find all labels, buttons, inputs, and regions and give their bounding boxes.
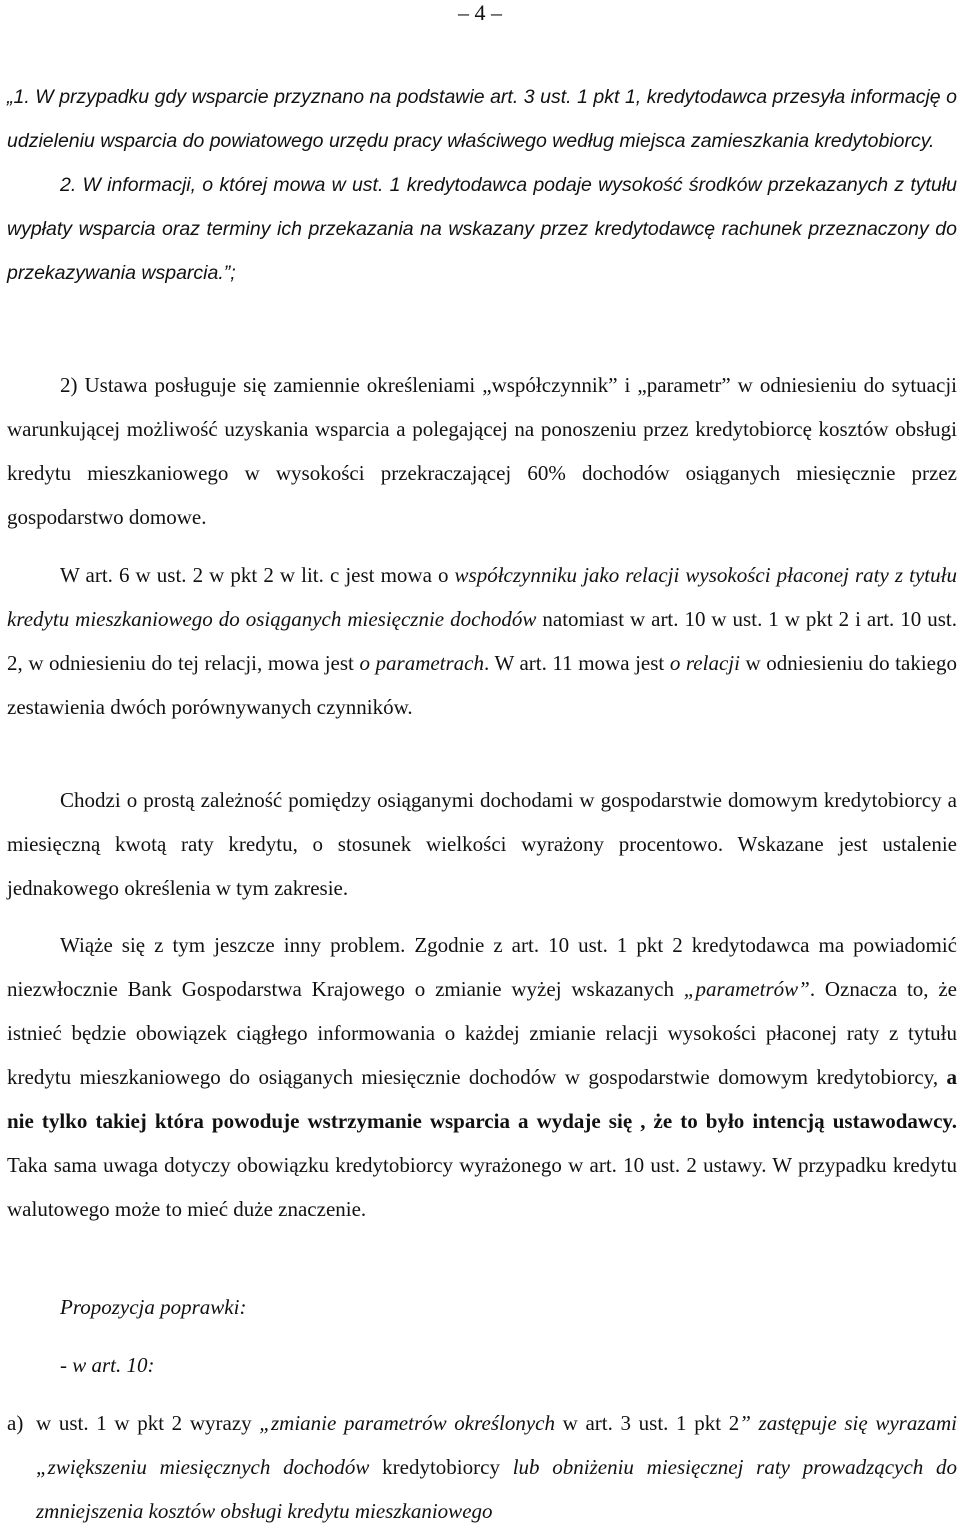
proposal-section — [7, 1285, 957, 1533]
page-number: – 4 – — [458, 0, 502, 25]
commentary-section — [7, 363, 957, 729]
text-span: w ust. 1 w pkt 2 wyrazy — [36, 1411, 260, 1435]
item-marker: a) — [7, 1411, 24, 1435]
quote-paragraph-2: 2. W informacji, o której mowa w ust. 1 kredytodawca podaje wysokość środków przekazanych z tytułu wypłaty wsparcia oraz terminy ich przekazania na wskazany przez kredytodawcę rachunek przeznaczony do przekazywania wsparcia.”; — [7, 174, 957, 284]
quoted-provision — [7, 75, 957, 295]
quote-paragraph-1: „1. W przypadku gdy wsparcie przyznano na podstawie art. 3 ust. 1 pkt 1, kredytodawca przesyła informację o udzieleniu wsparcia do powiatowego urzędu pracy właściwego według miejsca zamieszkania kredytobiorcy. — [7, 86, 957, 152]
wiaze-paragraph — [7, 923, 957, 1231]
text-span: natomiast w art. 10 w ust. 1 w pkt 2 i art. 10 ust. 2, w odniesieniu do tej relacji, mowa jest — [7, 607, 957, 675]
chodzi-paragraph: Chodzi o prostą zależność pomiędzy osiąganymi dochodami w gospodarstwie domowym kredytobiorcy a miesięczną kwotą raty kredytu, o stosunek wielkości wyrażony procentowo. Wskazane jest ustalenie jednakowego określenia w tym zakresie. — [7, 788, 957, 900]
italic-span: o parametrach — [359, 651, 485, 675]
text-span: W art. 6 w ust. 2 w pkt 2 w lit. c jest mowa o — [60, 563, 455, 587]
text-span: . Oznacza to, że istnieć będzie obowiązek ciągłego informowania o każdej zmianie relacji wysokości płaconej raty z tytułu kredytu mieszkaniowego do osiąganych miesięcznie dochodów w gospodarstwie domowym kredytobiorcy, — [7, 977, 957, 1089]
italic-span: o relacji — [669, 651, 740, 675]
italic-span: współczynniku jako relacji wysokości płaconej raty z tytułu kredytu mieszkaniowego do osiąganych miesięcznie dochodów — [7, 563, 957, 631]
italic-span: ” zastępuje się wyrazami „zwiększeniu miesięcznych dochodów — [36, 1411, 957, 1479]
article-reference-paragraph — [7, 553, 957, 729]
wiaze-section — [7, 923, 957, 1231]
bold-span: a nie tylko takiej która powoduje wstrzymanie wsparcia a wydaje się , że to było intencją ustawodawcy. — [7, 1065, 957, 1133]
italic-span: „zmianie parametrów określonych — [259, 1411, 555, 1435]
italic-span: lub obniżeniu miesięcznej raty prowadzących do zmniejszenia kosztów obsługi kredytu mieszkaniowego — [36, 1455, 958, 1523]
proposal-heading: Propozycja poprawki: — [60, 1295, 247, 1319]
text-span: . W art. 11 mowa jest — [484, 651, 670, 675]
text-span: Wiąże się z tym jeszcze inny problem. Zgodnie z art. 10 ust. 1 pkt 2 kredytodawca ma powiadomić niezwłocznie Bank Gospodarstwa Krajowego o zmianie wyżej wskazanych — [7, 933, 957, 1001]
proposal-article-line: - w art. 10: — [60, 1353, 155, 1377]
text-span: w art. 3 ust. 1 pkt 2 — [554, 1411, 740, 1435]
chodzi-section — [7, 778, 957, 910]
italic-span: „parametrów” — [683, 977, 810, 1001]
text-span: w odniesieniu do takiego zestawienia dwóch porównywanych czynników. — [7, 651, 957, 719]
point-2-paragraph: 2) Ustawa posługuje się zamiennie określeniami „współczynnik” i „parametr” w odniesieniu do sytuacji warunkującej możliwość uzyskania wsparcia a polegającej na ponoszeniu przez kredytobiorcę kosztów obsługi kredytu mieszkaniowego w wysokości przekraczającej 60% dochodów osiąganych miesięcznie przez gospodarstwo domowe. — [7, 373, 957, 529]
text-span: kredytobiorcy — [369, 1455, 513, 1479]
proposal-item-a — [7, 1401, 957, 1533]
item-text — [36, 1401, 957, 1533]
text-span: Taka sama uwaga dotyczy obowiązku kredytobiorcy wyrażonego w art. 10 ust. 2 ustawy. W przypadku kredytu walutowego może to mieć duże znaczenie. — [7, 1153, 957, 1221]
